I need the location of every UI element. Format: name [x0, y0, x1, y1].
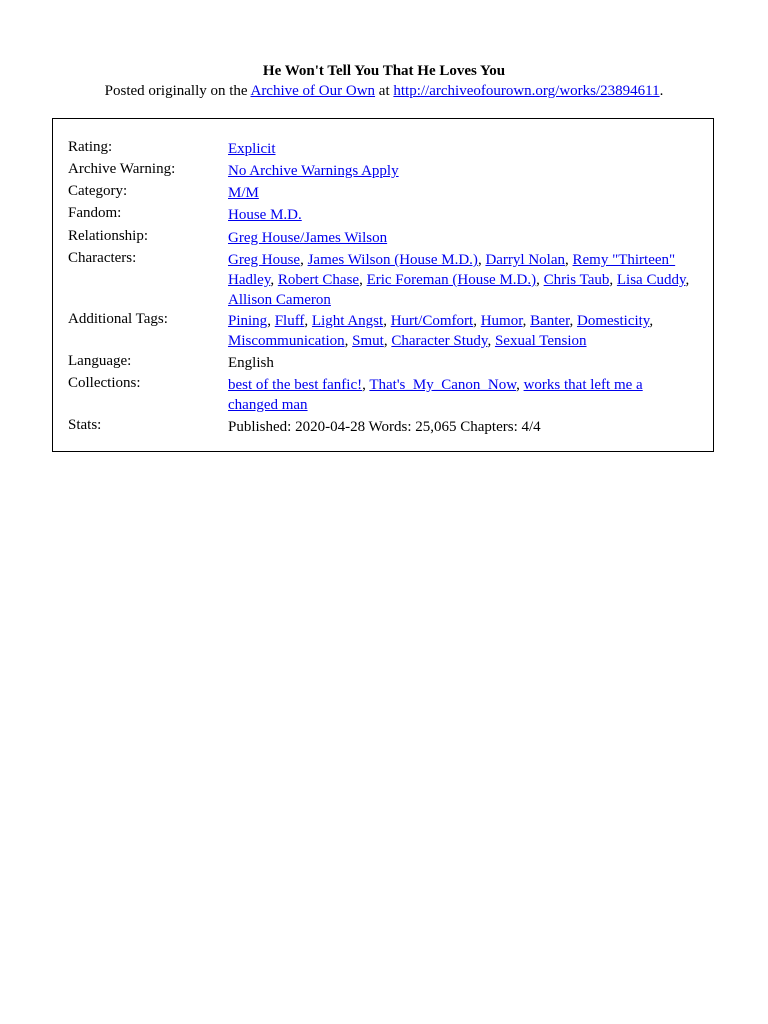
tag-link[interactable]: Sexual Tension: [494, 333, 587, 349]
posted-prefix: Posted originally on the: [104, 83, 251, 99]
tag-separator: ,: [649, 313, 654, 329]
tag-separator: ,: [344, 333, 353, 349]
category-tags: [228, 183, 693, 203]
tag-link[interactable]: Miscommunication: [228, 333, 345, 349]
posted-suffix: .: [659, 83, 664, 99]
tag-link[interactable]: Chris Taub: [543, 272, 610, 288]
archive-warning-tags: [228, 161, 693, 181]
fandom-label: Fandom:: [68, 205, 122, 221]
tag-separator: ,: [565, 252, 573, 268]
tag-separator: ,: [383, 333, 392, 349]
work-title: He Won't Tell You That He Loves You: [262, 63, 506, 79]
characters-tags: [228, 250, 693, 310]
tag-link[interactable]: Explicit: [228, 141, 276, 157]
tag-link[interactable]: best of the best fanfic!: [228, 377, 363, 393]
rating-label: Rating:: [68, 139, 113, 155]
tag-separator: ,: [536, 272, 544, 288]
tag-separator: ,: [487, 333, 495, 349]
tag-link[interactable]: Fluff: [274, 313, 305, 329]
tag-separator: ,: [383, 313, 391, 329]
additional-tags-label: Additional Tags:: [68, 311, 168, 327]
relationship-tags: [228, 228, 693, 248]
tag-separator: ,: [473, 313, 481, 329]
posted-line: [0, 82, 768, 100]
tag-separator: ,: [685, 272, 690, 288]
relationship-label: Relationship:: [68, 228, 148, 244]
archive-link[interactable]: Archive of Our Own: [250, 83, 376, 99]
tag-link[interactable]: works that left me a changed man: [228, 377, 643, 413]
tag-separator: ,: [267, 313, 275, 329]
tag-link[interactable]: M/M: [228, 185, 259, 201]
tag-separator: ,: [609, 272, 617, 288]
tag-link[interactable]: Robert Chase: [277, 272, 360, 288]
rating-tags: [228, 139, 693, 159]
tag-link[interactable]: That's_My_Canon_Now: [369, 377, 517, 393]
tag-link[interactable]: No Archive Warnings Apply: [228, 163, 399, 179]
tag-link[interactable]: Lisa Cuddy: [616, 272, 686, 288]
collections-label: Collections:: [68, 375, 141, 391]
additional-tags-tags: [228, 311, 693, 351]
tag-separator: ,: [522, 313, 531, 329]
tag-separator: ,: [359, 272, 367, 288]
language-label: Language:: [68, 353, 132, 369]
work-metadata-box: [52, 118, 714, 452]
archive-warning-label: Archive Warning:: [68, 161, 176, 177]
tag-link[interactable]: House M.D.: [228, 207, 302, 223]
tag-link[interactable]: James Wilson (House M.D.): [307, 252, 478, 268]
tag-link[interactable]: Banter: [530, 313, 570, 329]
posted-middle: at: [375, 83, 394, 99]
tag-separator: ,: [516, 377, 524, 393]
language-value: English: [228, 355, 274, 371]
tag-separator: ,: [477, 252, 486, 268]
stats-value: Published: 2020-04-28 Words: 25,065 Chapters: 4/4: [228, 419, 541, 435]
tag-separator: ,: [362, 377, 370, 393]
tag-link[interactable]: Greg House/James Wilson: [228, 230, 388, 246]
tag-link[interactable]: Hurt/Comfort: [390, 313, 474, 329]
collections-tags: [228, 375, 693, 415]
category-label: Category:: [68, 183, 128, 199]
tag-separator: ,: [270, 272, 278, 288]
tag-link[interactable]: Humor: [480, 313, 523, 329]
tag-link[interactable]: Smut: [352, 333, 384, 349]
tag-separator: ,: [304, 313, 312, 329]
tag-separator: ,: [569, 313, 577, 329]
tag-link[interactable]: Greg House: [228, 252, 301, 268]
tag-link[interactable]: Allison Cameron: [228, 292, 331, 308]
tag-separator: ,: [300, 252, 308, 268]
tag-link[interactable]: Light Angst: [311, 313, 384, 329]
fandom-tags: [228, 205, 693, 225]
characters-label: Characters:: [68, 250, 137, 266]
work-url-link[interactable]: http://archiveofourown.org/works/23894611: [393, 83, 660, 99]
tag-link[interactable]: Eric Foreman (House M.D.): [366, 272, 537, 288]
tag-link[interactable]: Darryl Nolan: [485, 252, 565, 268]
tag-link[interactable]: Remy "Thirteen" Hadley: [228, 252, 676, 288]
tag-link[interactable]: Character Study: [391, 333, 488, 349]
tag-link[interactable]: Domesticity: [576, 313, 650, 329]
stats-label: Stats:: [68, 417, 102, 433]
tag-link[interactable]: Pining: [228, 313, 268, 329]
